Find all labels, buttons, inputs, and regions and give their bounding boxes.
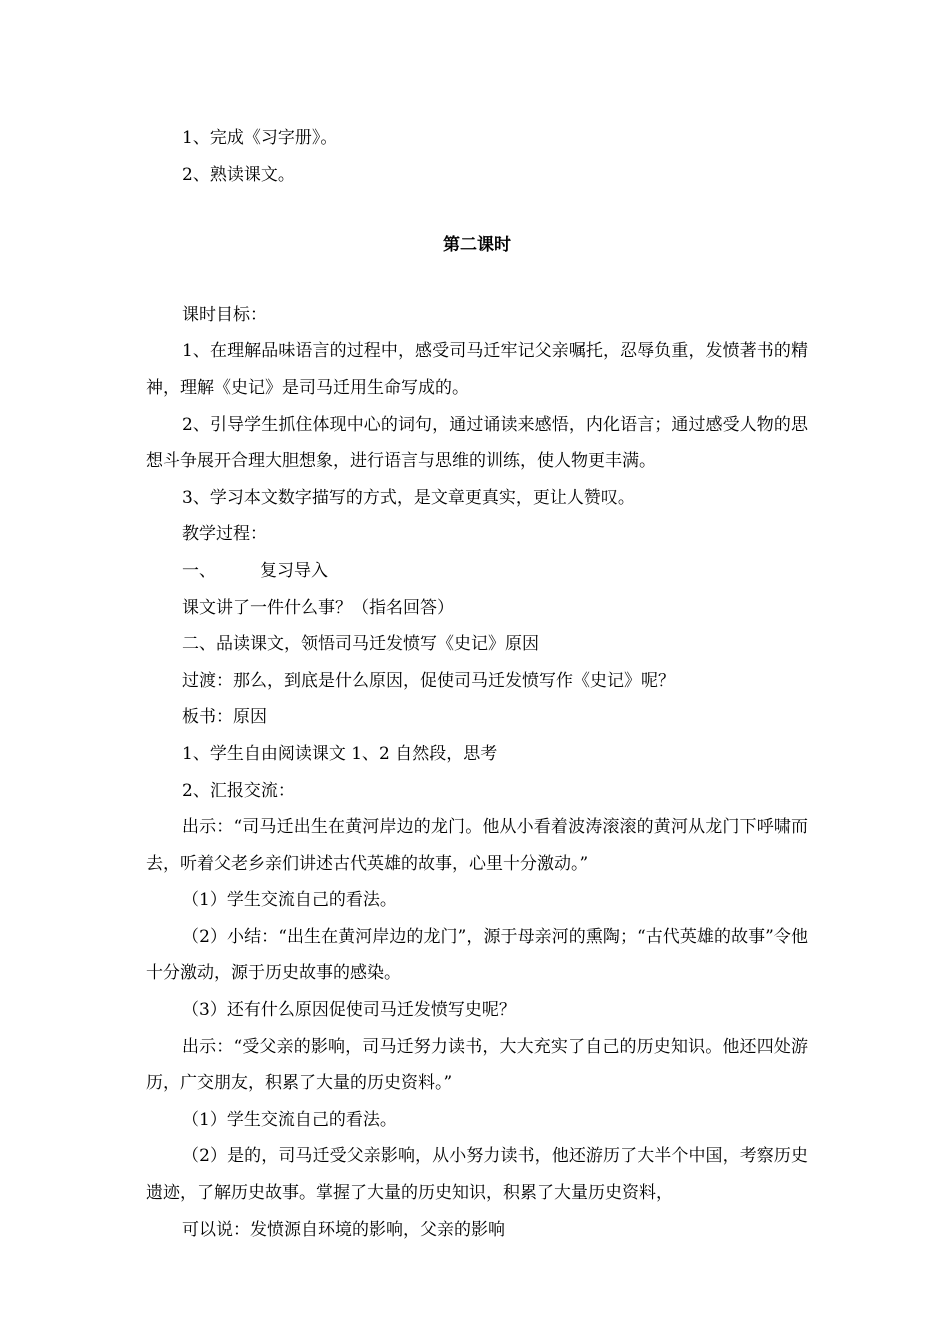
show-2-item-a: （1）学生交流自己的看法。 <box>182 1109 397 1130</box>
question-1: 课文讲了一件什么事？（指名回答） <box>182 597 454 618</box>
conclusion-text: 可以说：发愤源自环境的影响，父亲的影响 <box>182 1219 505 1240</box>
homework-item-1: 1、完成《习字册》。 <box>182 128 338 148</box>
goal-3: 3、学习本文数字描写的方式，是文章更真实，更让人赞叹。 <box>182 487 635 508</box>
homework-item-2: 2、熟读课文。 <box>182 164 295 185</box>
document-page <box>146 120 808 1248</box>
report-instruction: 2、汇报交流： <box>182 780 295 801</box>
show-quote-1: 出示：“司马迁出生在黄河岸边的龙门。他从小看着波涛滚滚的黄河从龙门下呼啸而去，听着父老乡亲们讲述古代英雄的故事，心里十分激动。” <box>146 817 808 874</box>
show-1-item-c: （3）还有什么原因促使司马迁发愤写史呢？ <box>182 1000 516 1021</box>
step-1 <box>146 553 808 590</box>
board-text: 板书：原因 <box>182 707 267 728</box>
step-2: 二、品读课文，领悟司马迁发愤写《史记》原因 <box>182 634 539 655</box>
transition-text: 过渡：那么，到底是什么原因，促使司马迁发愤写作《史记》呢？ <box>182 670 675 691</box>
show-quote-2: 出示：“受父亲的影响，司马迁努力读书，大大充实了自己的历史知识。他还四处游历，广交朋友，积累了大量的历史资料。” <box>146 1036 808 1094</box>
goal-2: 2、引导学生抓住体现中心的词句，通过诵读来感悟，内化语言；通过感受人物的思想斗争展开合理大胆想象，进行语言与思维的训练，使人物更丰满。 <box>146 414 808 472</box>
show-2-item-b: （2）是的，司马迁受父亲影响，从小努力读书，他还游历了大半个中国，考察历史遗迹，了解历史故事。掌握了大量的历史知识，积累了大量历史资料， <box>146 1146 808 1204</box>
show-1-item-b: （2）小结：“出生在黄河岸边的龙门”，源于母亲河的熏陶；“古代英雄的故事”令他十分激动，源于历史故事的感染。 <box>146 926 808 984</box>
section-title: 第二课时 <box>443 235 511 256</box>
step-1-text: 复习导入 <box>260 560 328 581</box>
goals-label: 课时目标： <box>182 304 267 325</box>
step-1-number: 一、 <box>182 560 216 581</box>
show-1-item-a: （1）学生交流自己的看法。 <box>182 890 397 911</box>
process-label: 教学过程： <box>182 524 267 545</box>
goal-1: 1、在理解品味语言的过程中，感受司马迁牢记父亲嘱托，忍辱负重，发愤著书的精神，理解《史记》是司马迁用生命写成的。 <box>146 341 808 398</box>
read-instruction: 1、学生自由阅读课文 1、2 自然段，思考 <box>182 743 498 764</box>
